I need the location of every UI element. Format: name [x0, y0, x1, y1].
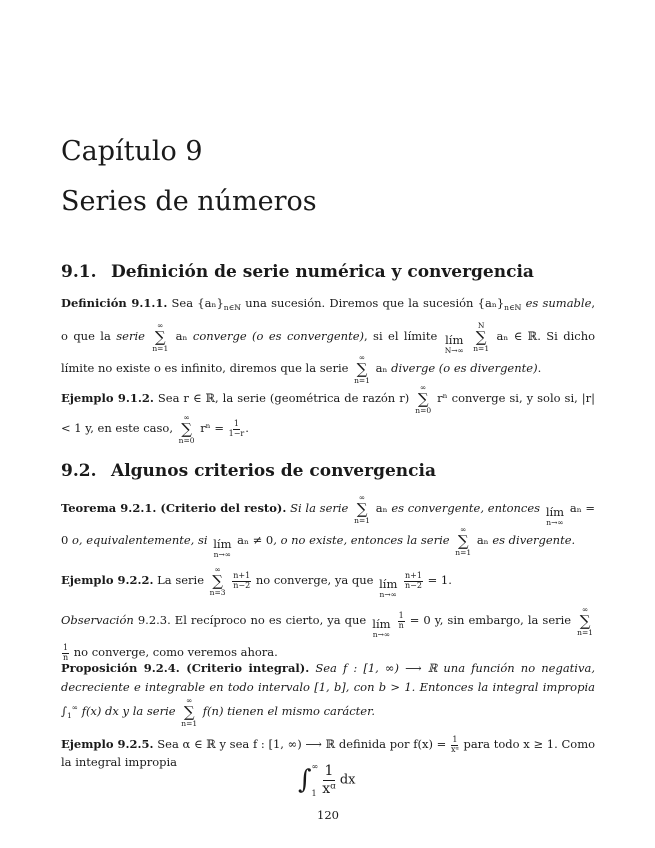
math-rn: rⁿ — [200, 421, 211, 435]
term-diverge: diverge (o es divergente) — [391, 361, 538, 375]
definition-9-1-1 — [61, 289, 595, 384]
fraction: $\frac{n+1}{n-2}$ — [405, 571, 422, 590]
remark-label: Observación — [61, 613, 134, 627]
term-serie: serie — [116, 329, 145, 343]
text: f(x) dx y la serie — [81, 704, 176, 718]
page-number: 120 — [317, 808, 339, 822]
fraction: $\frac{1}{n}$ — [62, 643, 69, 662]
math-index: n∈ℕ — [223, 303, 242, 312]
limit-operator: lím N→∞ — [444, 333, 464, 355]
math-in-r: ∈ ℝ — [513, 329, 538, 343]
section-9-1-heading — [61, 262, 534, 282]
example-9-2-2 — [61, 566, 595, 598]
text: 9.2.3. El recíproco no es cierto, ya que — [137, 613, 367, 627]
math-seq: {aₙ} — [477, 296, 505, 310]
text: Sea — [171, 296, 194, 310]
text: Sea α ∈ ℝ y sea f : [1, ∞) ⟶ ℝ definida por f(x) = — [157, 737, 447, 751]
theorem-label: Teorema 9.2.1. (Criterio del resto). — [61, 501, 287, 515]
limit-operator: lím n→∞ — [213, 537, 232, 559]
theorem-9-2-1 — [61, 494, 595, 558]
integral-inline: $\int_1^\infty$ — [61, 703, 79, 720]
text: Sea f : [1, ∞) ⟶ ℝ una función no negativa, decreciente e integrable en todo intervalo [1, b], con b > 1. Entonces la integral impropia — [61, 661, 595, 694]
fraction: $\frac{1}{1-r}$ — [228, 419, 245, 438]
sum-operator: ∞ ∑ n=1 — [354, 353, 370, 385]
integral-sign: ∫ — [298, 765, 312, 795]
integral-limits: ∞ 1 — [311, 762, 319, 798]
section-number: 9.2. — [61, 461, 97, 481]
display-integral — [298, 762, 356, 798]
math-eq-one: = 1 — [427, 573, 449, 587]
sum-operator: ∞ ∑ n=0 — [415, 383, 432, 415]
document-page — [61, 0, 595, 848]
example-label: Ejemplo 9.1.2. — [61, 391, 154, 405]
text: una sucesión. Diremos que la sucesión — [245, 296, 474, 310]
example-label: Ejemplo 9.2.5. — [61, 737, 154, 751]
term-sumable: es sumable — [525, 296, 592, 310]
fraction: $\frac{1}{\text{xᵅ}}$ — [322, 763, 336, 797]
text: La serie — [157, 573, 205, 587]
math-rn: rⁿ — [437, 391, 448, 405]
sum-operator: ∞ ∑ n=1 — [577, 605, 594, 637]
math-an: aₙ — [496, 329, 509, 343]
sum-operator: ∞ ∑ n=1 — [354, 493, 370, 525]
section-number: 9.1. — [61, 262, 97, 282]
math-eq: = — [214, 421, 224, 435]
remark-9-2-3 — [61, 606, 595, 667]
math-dx: dx — [339, 772, 356, 788]
text: = 0 y, sin embargo, la serie — [409, 613, 572, 627]
math-an: aₙ — [476, 533, 489, 547]
chapter-title: Series de números — [61, 186, 317, 217]
example-label: Ejemplo 9.2.2. — [61, 573, 154, 587]
text: o, equivalentemente, si — [71, 533, 208, 547]
sum-operator: ∞ ∑ n=3 — [209, 565, 226, 597]
text: . Si dicho límite no existe o es infinito, diremos que la serie — [61, 329, 596, 375]
math-an: aₙ — [375, 501, 388, 515]
text: converge si, y solo si, |r| < 1 y, en este caso, — [61, 391, 596, 435]
text: Si la serie — [290, 501, 349, 515]
text: , o que la — [61, 296, 596, 343]
math-index: n∈ℕ — [504, 303, 522, 312]
sum-operator: ∞ ∑ n=1 — [181, 696, 198, 728]
sum-operator: ∞ ∑ n=1 — [152, 321, 169, 353]
fraction: $\frac{n+1}{n-2}$ — [233, 571, 251, 590]
text: no converge, como veremos ahora. — [73, 645, 278, 659]
text: es divergente. — [492, 533, 576, 547]
math-limit-zero: aₙ = 0 — [61, 501, 596, 547]
sum-operator: N ∑ n=1 — [473, 321, 490, 353]
fraction: $\frac{1}{n}$ — [398, 611, 404, 630]
limit-operator: lím n→∞ — [545, 505, 565, 527]
text: . — [245, 421, 249, 435]
text: para todo x ≥ 1. Como la integral impropia — [61, 737, 596, 769]
limit-operator: lím n→∞ — [372, 617, 391, 639]
section-9-2-heading — [61, 461, 436, 481]
proposition-9-2-4 — [61, 659, 595, 727]
fraction: $\frac{1}{\text{xᵅ}}$ — [451, 735, 459, 754]
chapter-label: Capítulo 9 — [61, 136, 203, 167]
text: , si el límite — [364, 329, 438, 343]
text: es convergente, entonces — [391, 501, 541, 515]
text: no converge, ya que — [255, 573, 374, 587]
text: . — [448, 573, 452, 587]
definition-label: Definición 9.1.1. — [61, 296, 168, 310]
term-converge: converge (o es convergente) — [192, 329, 364, 343]
proposition-label: Proposición 9.2.4. (Criterio integral). — [61, 661, 310, 675]
math-seq: {aₙ} — [197, 296, 224, 310]
sum-operator: ∞ ∑ n=1 — [455, 525, 472, 557]
text: . — [537, 361, 542, 375]
math-limit-nonzero: aₙ ≠ 0 — [237, 533, 274, 547]
text: f(n) tienen el mismo carácter. — [202, 704, 375, 718]
text: Sea r ∈ ℝ, la serie (geométrica de razón r) — [157, 391, 410, 405]
math-an: aₙ — [175, 329, 188, 343]
limit-operator: lím n→∞ — [379, 577, 398, 599]
sum-operator: ∞ ∑ n=0 — [178, 413, 195, 445]
math-an: aₙ — [375, 361, 388, 375]
text: , o no existe, entonces la serie — [273, 533, 450, 547]
example-9-1-2 — [61, 384, 595, 444]
section-title: Algunos criterios de convergencia — [111, 461, 436, 481]
section-title: Definición de serie numérica y convergencia — [111, 262, 534, 282]
